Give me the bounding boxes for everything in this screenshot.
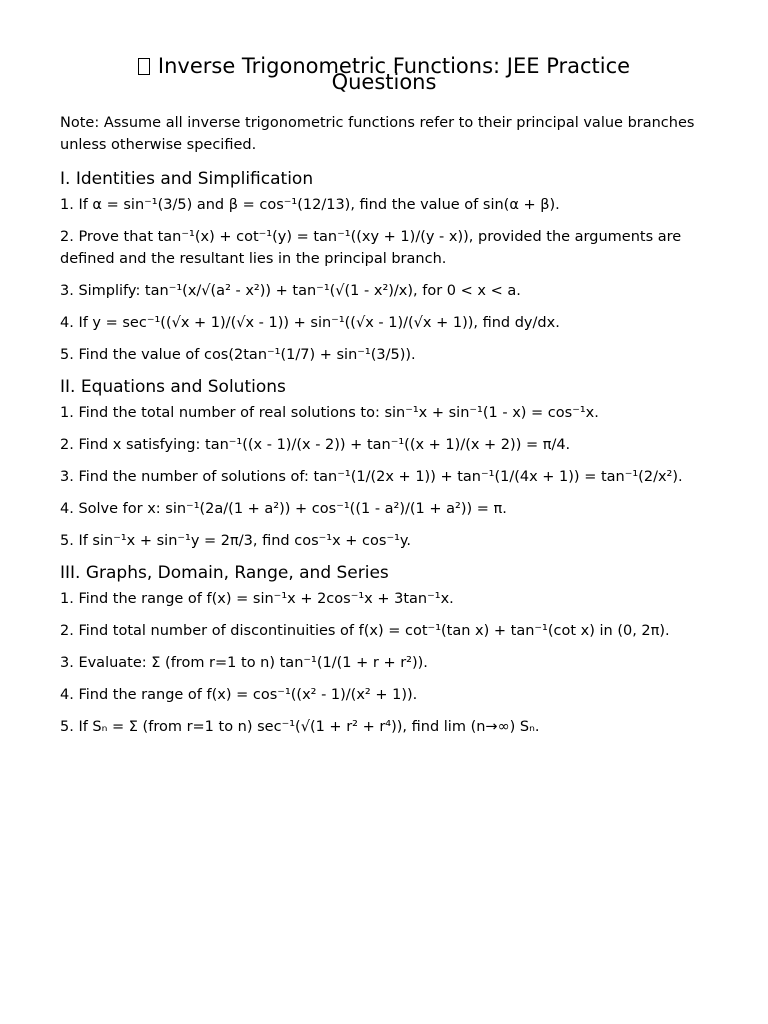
section-heading: III. Graphs, Domain, Range, and Series (60, 563, 389, 583)
section-equations (60, 376, 708, 552)
question-item: 2. Find x satisfying: tan⁻¹((x - 1)/(x - 2)) + tan⁻¹((x + 1)/(x + 2)) = π/4. (60, 437, 571, 453)
question-item: 4. If y = sec⁻¹((√x + 1)/(√x - 1)) + sin⁻¹((√x - 1)/(√x + 1)), find dy/dx. (60, 315, 560, 331)
question-item: 4. Solve for x: sin⁻¹(2a/(1 + a²)) + cos⁻¹((1 - a²)/(1 + a²)) = π. (60, 501, 507, 517)
question-item: 2. Prove that tan⁻¹(x) + cot⁻¹(y) = tan⁻¹((xy + 1)/(y - x)), provided the arguments are defined and the resultant lies in the principal branch. (60, 229, 682, 267)
question-item: 1. If α = sin⁻¹(3/5) and β = cos⁻¹(12/13), find the value of sin(α + β). (60, 197, 560, 213)
question-item: 5. Find the value of cos(2tan⁻¹(1/7) + sin⁻¹(3/5)). (60, 347, 416, 363)
question-item: 5. If sin⁻¹x + sin⁻¹y = 2π/3, find cos⁻¹x + cos⁻¹y. (60, 533, 412, 549)
section-graphs-series (60, 562, 708, 738)
question-list (60, 194, 708, 366)
question-item: 2. Find total number of discontinuities of f(x) = cot⁻¹(tan x) + tan⁻¹(cot x) in (0, 2π). (60, 623, 670, 639)
principal-branch-note: Note: Assume all inverse trigonometric functions refer to their principal value branches unless otherwise specified. (60, 115, 695, 153)
page-title-text: Inverse Trigonometric Functions: JEE Practice Questions (157, 54, 631, 94)
section-identities (60, 168, 708, 366)
question-item: 3. Simplify: tan⁻¹(x/√(a² - x²)) + tan⁻¹(√(1 - x²)/x), for 0 < x < a. (60, 283, 521, 299)
question-item: 3. Find the number of solutions of: tan⁻¹(1/(2x + 1)) + tan⁻¹(1/(4x + 1)) = tan⁻¹(2/x²). (60, 469, 683, 485)
question-list (60, 588, 708, 738)
missing-glyph-icon (138, 58, 150, 75)
question-item: 1. Find the range of f(x) = sin⁻¹x + 2cos⁻¹x + 3tan⁻¹x. (60, 591, 454, 607)
question-item: 5. If Sₙ = Σ (from r=1 to n) sec⁻¹(√(1 + r² + r⁴)), find lim (n→∞) Sₙ. (60, 719, 540, 735)
page-title (60, 54, 708, 94)
question-list (60, 402, 708, 552)
question-item: 4. Find the range of f(x) = cos⁻¹((x² - 1)/(x² + 1)). (60, 687, 418, 703)
question-item: 1. Find the total number of real solutions to: sin⁻¹x + sin⁻¹(1 - x) = cos⁻¹x. (60, 405, 599, 421)
question-item: 3. Evaluate: Σ (from r=1 to n) tan⁻¹(1/(1 + r + r²)). (60, 655, 428, 671)
section-heading: I. Identities and Simplification (60, 169, 314, 189)
section-heading: II. Equations and Solutions (60, 377, 286, 397)
